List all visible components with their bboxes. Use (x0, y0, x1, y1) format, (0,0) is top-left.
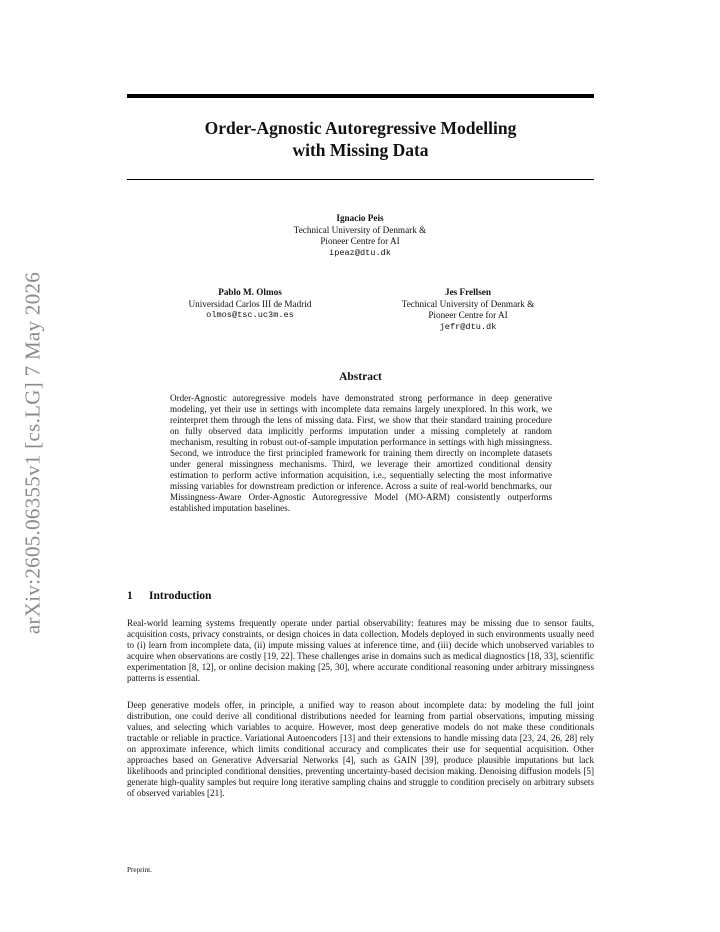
arxiv-identifier: arXiv:2605.06355v1 [cs.LG] 7 May 2026 (20, 271, 45, 635)
author-name: Pablo M. Olmos (218, 287, 282, 297)
body-paragraph: Real-world learning systems frequently operate under partial observability: features may be missing due to sensor faults, acquisition costs, privacy constraints, or design choices in data collection. Models deployed in such environments usually need to (i) learn from incomplete data, (ii) impute missing values at inference time, and (iii) decide which unobserved variables to acquire when observations are costly [19, 22]. These challenges arise in domains such as medical diagnostics [18, 33], scientific experimentation [8, 12], or online decision making [25, 30], where accurate conditional reasoning under arbitrary missingness patterns is essential. (127, 618, 594, 684)
author-block-1 (230, 213, 490, 259)
author-email: olmos@tsc.uc3m.es (206, 310, 294, 320)
author-affiliation: Pioneer Centre for AI (428, 310, 508, 320)
section-number: 1 (127, 590, 133, 602)
paper-title (127, 117, 594, 161)
title-bottom-rule (127, 179, 594, 180)
author-affiliation: Technical University of Denmark & (401, 298, 535, 309)
author-block-3 (368, 287, 568, 333)
abstract-heading: Abstract (339, 371, 382, 383)
title-top-rule (127, 94, 594, 98)
title-line-1: Order-Agnostic Autoregressive Modelling (204, 118, 517, 138)
author-block-2 (150, 287, 350, 322)
abstract-body: Order-Agnostic autoregressive models have demonstrated strong performance in deep generative modeling, yet their use in settings with incomplete data remains largely unexplored. In this work, we reinterpret them through the lens of missing data. First, we show that their standard training procedure on fully observed data implicitly performs imputation under a missing completely at random mechanism, resulting in robust out-of-sample imputation performance in settings with high missingness. Second, we introduce the first principled framework for training them directly on incomplete datasets under general missingness mechanisms. Third, we leverage their amortized conditional density estimation to perform active information acquisition, i.e., sequentially selecting the most informative missing variables for downstream prediction or inference. Across a suite of real-world benchmarks, our Missingness-Aware Order-Agnostic Autoregressive Model (MO-ARM) consistently outperforms established imputation baselines. (170, 393, 552, 514)
section-title: Introduction (149, 590, 212, 602)
author-name: Jes Frellsen (444, 287, 491, 297)
author-email: ipeaz@dtu.dk (329, 247, 391, 258)
body-paragraph: Deep generative models offer, in principle, a unified way to reason about incomplete data: by modeling the full joint distribution, one could derive all conditional distributions needed for learning from partial observations, imputing missing values, and selecting which variables to acquire. However, most deep generative models do not make these conditionals tractable or reliable in practice. Variational Autoencoders [13] and their extensions to handle missing data [23, 24, 26, 28] rely on approximate inference, which limits conditional accuracy and complicates their use for sequential acquisition. Other approaches based on Generative Adversarial Networks [4], such as GAIN [39], produce plausible imputations but lack likelihoods and principled conditional densities, preventing uncertainty-based decision making. Denoising diffusion models [5] generate high-quality samples but require long iterative sampling chains and struggle to condition precisely on arbitrary subsets of observed variables [21]. (127, 700, 594, 799)
author-affiliation: Universidad Carlos III de Madrid (188, 298, 312, 309)
footer-note: Preprint. (127, 866, 152, 874)
title-line-2: with Missing Data (292, 140, 429, 160)
section-heading (127, 590, 211, 602)
author-email: jefr@dtu.dk (439, 321, 497, 332)
author-affiliation: Pioneer Centre for AI (320, 236, 400, 246)
author-name: Ignacio Peis (336, 213, 384, 223)
author-affiliation: Technical University of Denmark & (293, 224, 427, 235)
